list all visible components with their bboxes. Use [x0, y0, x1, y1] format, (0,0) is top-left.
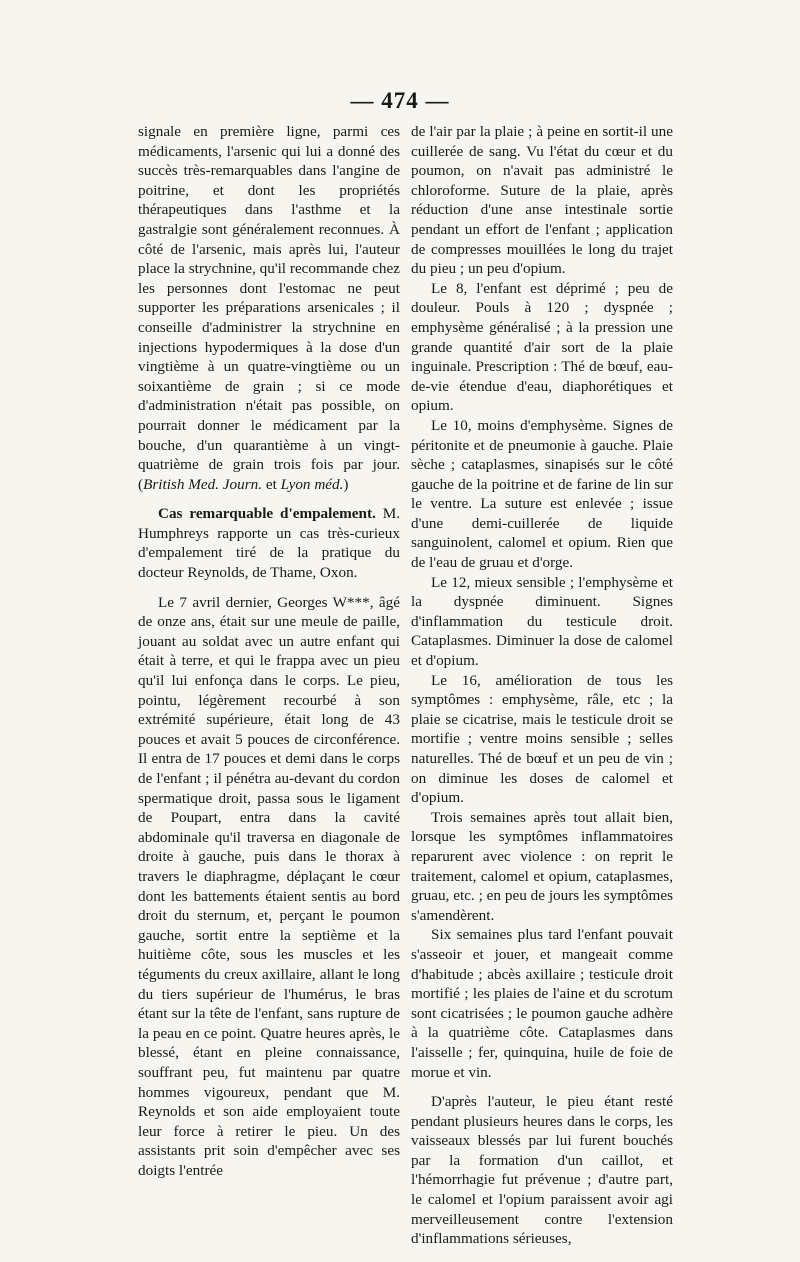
section-heading: Cas remarquable d'empalement.	[158, 505, 376, 523]
paragraph: Cas remarquable d'empalement. M. Humphreys rapporte un cas très-curieux d'empalement tiré de la pratique du docteur Reynolds, de Thame, Oxon.	[138, 505, 400, 582]
paragraph: Le 8, l'enfant est déprimé ; peu de douleur. Pouls à 120 ; dyspnée ; emphysème généralisé ; à la pression une grande quantité d'air sort de la plaie inguinale. Prescription : Thé de bœuf, eau-de-vie étendue d'eau, diaphorétiques et opium.	[411, 279, 673, 415]
paragraph: signale en première ligne, parmi ces médicaments, l'arsenic qui lui a donné des succès très-remarquables dans l'angine de poitrine, et dont les propriétés thérapeutiques dans l'asthme et la gastralgie sont généralement reconnues. À côté de l'arsenic, mais après lui, l'auteur place la strychnine, qu'il recommande chez les personnes dont l'estomac ne peut supporter les préparations arsenicales ; il conseille d'administrer la strychnine en injections hypodermiques à la dose d'un vingtième à un quatre-vingtième ou un soixantième de grain ; si ce mode d'administration n'était pas possible, on pourrait donner le médicament par la bouche, d'un quarantième à un vingt-quatrième de grain trois fois par jour. (British Med. Journ. et Lyon méd.)	[138, 123, 400, 493]
paragraph: Six semaines plus tard l'enfant pouvait s'asseoir et jouer, et mangeait comme d'habitude ; abcès axillaire ; testicule droit mortifié ; les plaies de l'aine et du scrotum sont cicatrisées ; le poumon gauche adhère à la quatrième côte. Cataplasmes dans l'aisselle ; fer, quinquina, huile de foie de morue et vin.	[411, 926, 673, 1081]
paragraph: D'après l'auteur, le pieu étant resté pendant plusieurs heures dans le corps, les vaisseaux blessés par lui furent bouchés par la formation d'un caillot, et l'hémorrhagie fut prévenue ; d'autre part, le calomel et l'opium paraissent avoir agi merveilleusement contre l'extension d'inflammations sérieuses,	[411, 1093, 673, 1248]
left-column	[138, 122, 400, 1180]
paragraph: Le 16, amélioration de tous les symptômes : emphysème, râle, etc ; la plaie se cicatrise, mais le testicule droit se mortifie ; ventre moins sensible ; selles naturelles. Thé de bœuf et un peu de vin ; on diminue les doses de calomel et d'opium.	[411, 671, 673, 807]
citation: Lyon méd.	[280, 475, 344, 493]
paragraph: de l'air par la plaie ; à peine en sortit-il une cuillerée de sang. Vu l'état du cœur et du poumon, on n'avait pas administré le chloroforme. Suture de la plaie, après réduction d'une anse intestinale sortie pendant un effort de l'enfant ; application de compresses mouillées le long du trajet du pieu ; un peu d'opium.	[411, 123, 673, 278]
paragraph: Le 12, mieux sensible ; l'emphysème et la dyspnée diminuent. Signes d'inflammation du testicule droit. Cataplasmes. Diminuer la dose de calomel et d'opium.	[411, 573, 673, 670]
right-column	[411, 122, 673, 1249]
paragraph: Le 7 avril dernier, Georges W***, âgé de onze ans, était sur une meule de paille, jouant au soldat avec un autre enfant qui était à terre, et qui le frappa avec un pieu qu'il lui enfonça dans le corps. Le pieu, pointu, légèrement recourbé à son extrémité supérieure, était long de 43 pouces et avait 5 pouces de circonférence. Il entra de 17 pouces et demi dans le corps de l'enfant ; il pénétra au-devant du cordon spermatique droit, passa sous le ligament de Poupart, entra dans la cavité abdominale qu'il traversa en diagonale de droite à gauche, puis dans le thorax à travers le diaphragme, déplaçant le cœur dont les battements étaient sentis au bord droit du sternum, et, perçant le poumon gauche, sortit entre la septième et la huitième côte, sous les muscles et les téguments du creux axillaire, allant le long du tiers supérieur de l'humérus, le bras étant sur la tête de l'enfant, sans rupture de la peau en ce point. Quatre heures après, le blessé, étant en pleine connaissance, souffrant peu, fut maintenu par quatre hommes vigoureux, pendant que M. Reynolds et son aide employaient toute leur force à retirer le pieu. Un des assistants prit soin d'empêcher avec ses doigts l'entrée	[138, 593, 400, 1179]
paragraph: Le 10, moins d'emphysème. Signes de péritonite et de pneumonie à gauche. Plaie sèche ; cataplasmes, sinapisés sur le côté gauche de la poitrine et de farine de lin sur le ventre. La suture est enlevée ; issue d'une demi-cuillerée de liquide sanguinolent, calomel et opium. Rien que de l'eau de gruau et d'orge.	[411, 416, 673, 572]
paragraph: Trois semaines après tout allait bien, lorsque les symptômes inflammatoires reparurent avec violence : on reprit le traitement, calomel et opium, cataplasmes, gruau, etc. ; en peu de jours les symptômes s'amendèrent.	[411, 808, 673, 924]
page-number: — 474 —	[350, 88, 450, 113]
citation: British Med. Journ.	[143, 475, 263, 493]
